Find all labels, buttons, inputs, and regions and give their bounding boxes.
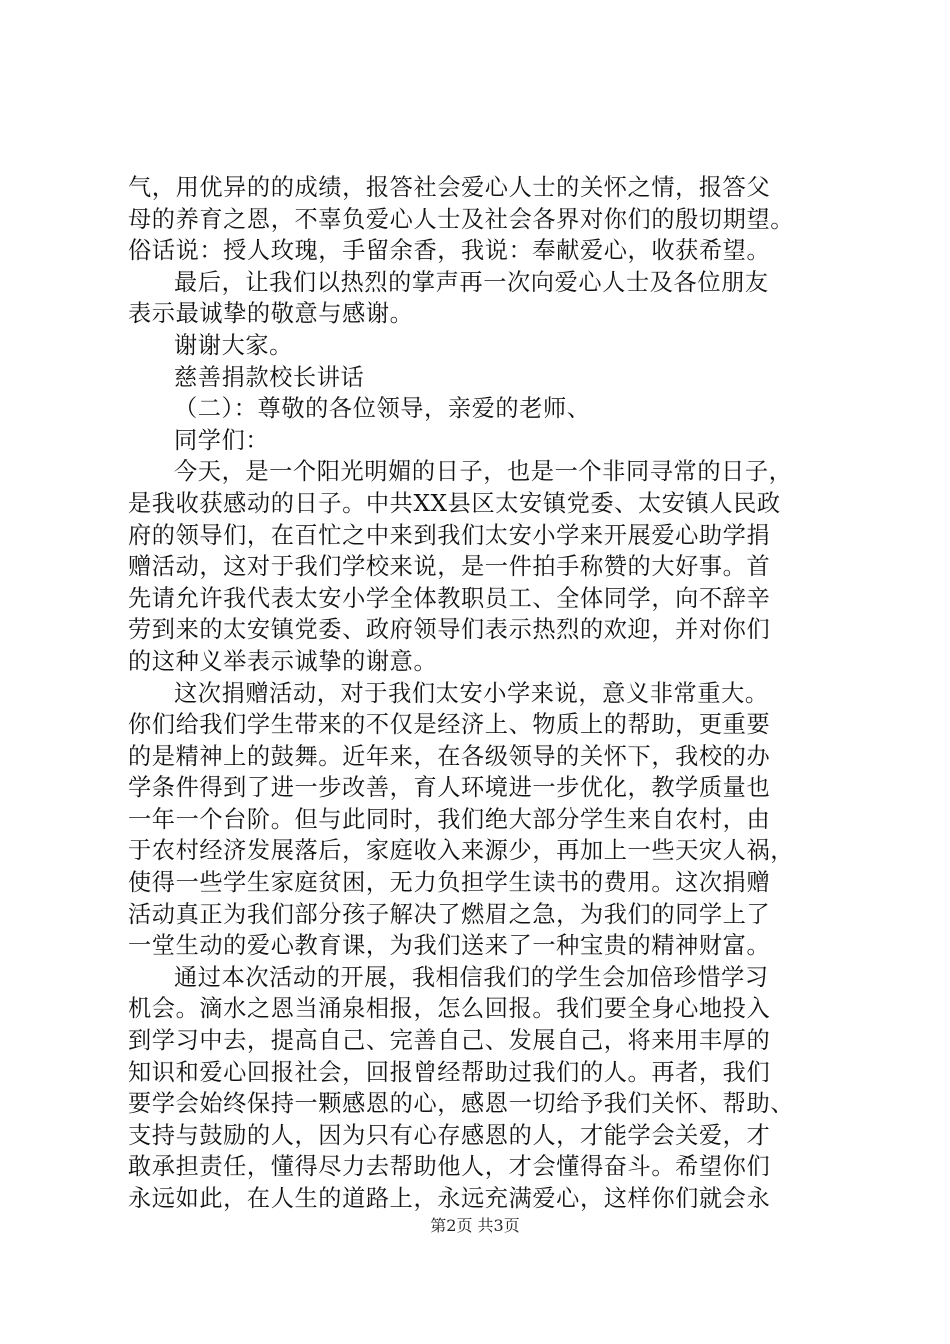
body-text xyxy=(128,172,858,1215)
text-line: 气，用优异的的成绩，报答社会爱心人士的关怀之情，报答父 xyxy=(128,174,771,201)
text-line: 先请允许我代表太安小学全体教职员工、全体同学，向不辞辛 xyxy=(128,584,771,612)
text-line: （二）：尊敬的各位领导，亲爱的老师、 xyxy=(174,395,591,423)
text-line: 一年一个台阶。但与此同时，我们绝大部分学生来自农村，由 xyxy=(128,805,771,833)
text-line: 谢谢大家。 xyxy=(174,331,293,359)
text-line: 学条件得到了进一步改善，育人环境进一步优化，教学质量也 xyxy=(128,774,771,802)
text-line: 最后，让我们以热烈的掌声再一次向爱心人士及各位朋友 xyxy=(174,268,769,296)
text-line: 永远如此，在人生的道路上，永远充满爱心，这样你们就会永 xyxy=(128,1185,771,1212)
text-line: 劳到来的太安镇党委、政府领导们表示热烈的欢迎，并对你们 xyxy=(128,616,771,644)
text-line: 使得一些学生家庭贫困，无力负担学生读书的费用。这次捐赠 xyxy=(128,869,771,897)
text-line: 这次捐赠活动，对于我们太安小学来说，意义非常重大。 xyxy=(174,679,769,707)
text-line: 知识和爱心回报社会，回报曾经帮助过我们的人。再者，我们 xyxy=(128,1058,771,1086)
text-line: 母的养育之恩，不辜负爱心人士及社会各界对你们的殷切期望。 xyxy=(128,205,795,233)
text-line: 于农村经济发展落后，家庭收入来源少，再加上一些天灾人祸， xyxy=(128,837,795,865)
text-line: 敢承担责任，懂得尽力去帮助他人，才会懂得奋斗。希望你们 xyxy=(128,1153,771,1181)
text-line: 支持与鼓励的人，因为只有心存感恩的人，才能学会关爱，才 xyxy=(128,1121,771,1149)
page-footer: 第2页 共3页 xyxy=(430,1216,520,1235)
text-line: 活动真正为我们部分孩子解决了燃眉之急，为我们的同学上了 xyxy=(128,900,771,928)
text-line: 的这种义举表示诚挚的谢意。 xyxy=(128,647,438,675)
text-line: 通过本次活动的开展，我相信我们的学生会加倍珍惜学习 xyxy=(174,963,769,991)
text-line: 一堂生动的爱心教育课，为我们送来了一种宝贵的精神财富。 xyxy=(128,932,771,960)
text-line: 机会。滴水之恩当涌泉相报，怎么回报。我们要全身心地投入 xyxy=(128,995,771,1023)
text-line: 赠活动，这对于我们学校来说，是一件拍手称赞的大好事。首 xyxy=(128,553,771,581)
text-line: 今天，是一个阳光明媚的日子，也是一个非同寻常的日子， xyxy=(174,458,793,486)
text-line: 俗话说：授人玫瑰，手留余香，我说：奉献爱心，收获希望。 xyxy=(128,237,771,265)
text-line: 表示最诚挚的敬意与感谢。 xyxy=(128,300,414,328)
text-line: 要学会始终保持一颗感恩的心，感恩一切给予我们关怀、帮助、 xyxy=(128,1090,795,1118)
text-line: 是我收获感动的日子。中共XX县区太安镇党委、太安镇人民政 xyxy=(128,489,781,517)
text-line: 到学习中去，提高自己、完善自己、发展自己，将来用丰厚的 xyxy=(128,1027,771,1055)
text-line: 府的领导们，在百忙之中来到我们太安小学来开展爱心助学捐 xyxy=(128,521,771,549)
text-line: 同学们： xyxy=(174,426,270,454)
text-line: 的是精神上的鼓舞。近年来，在各级领导的关怀下，我校的办 xyxy=(128,742,771,770)
text-line: 你们给我们学生带来的不仅是经济上、物质上的帮助，更重要 xyxy=(128,711,771,739)
text-line: 慈善捐款校长讲话 xyxy=(174,363,365,391)
